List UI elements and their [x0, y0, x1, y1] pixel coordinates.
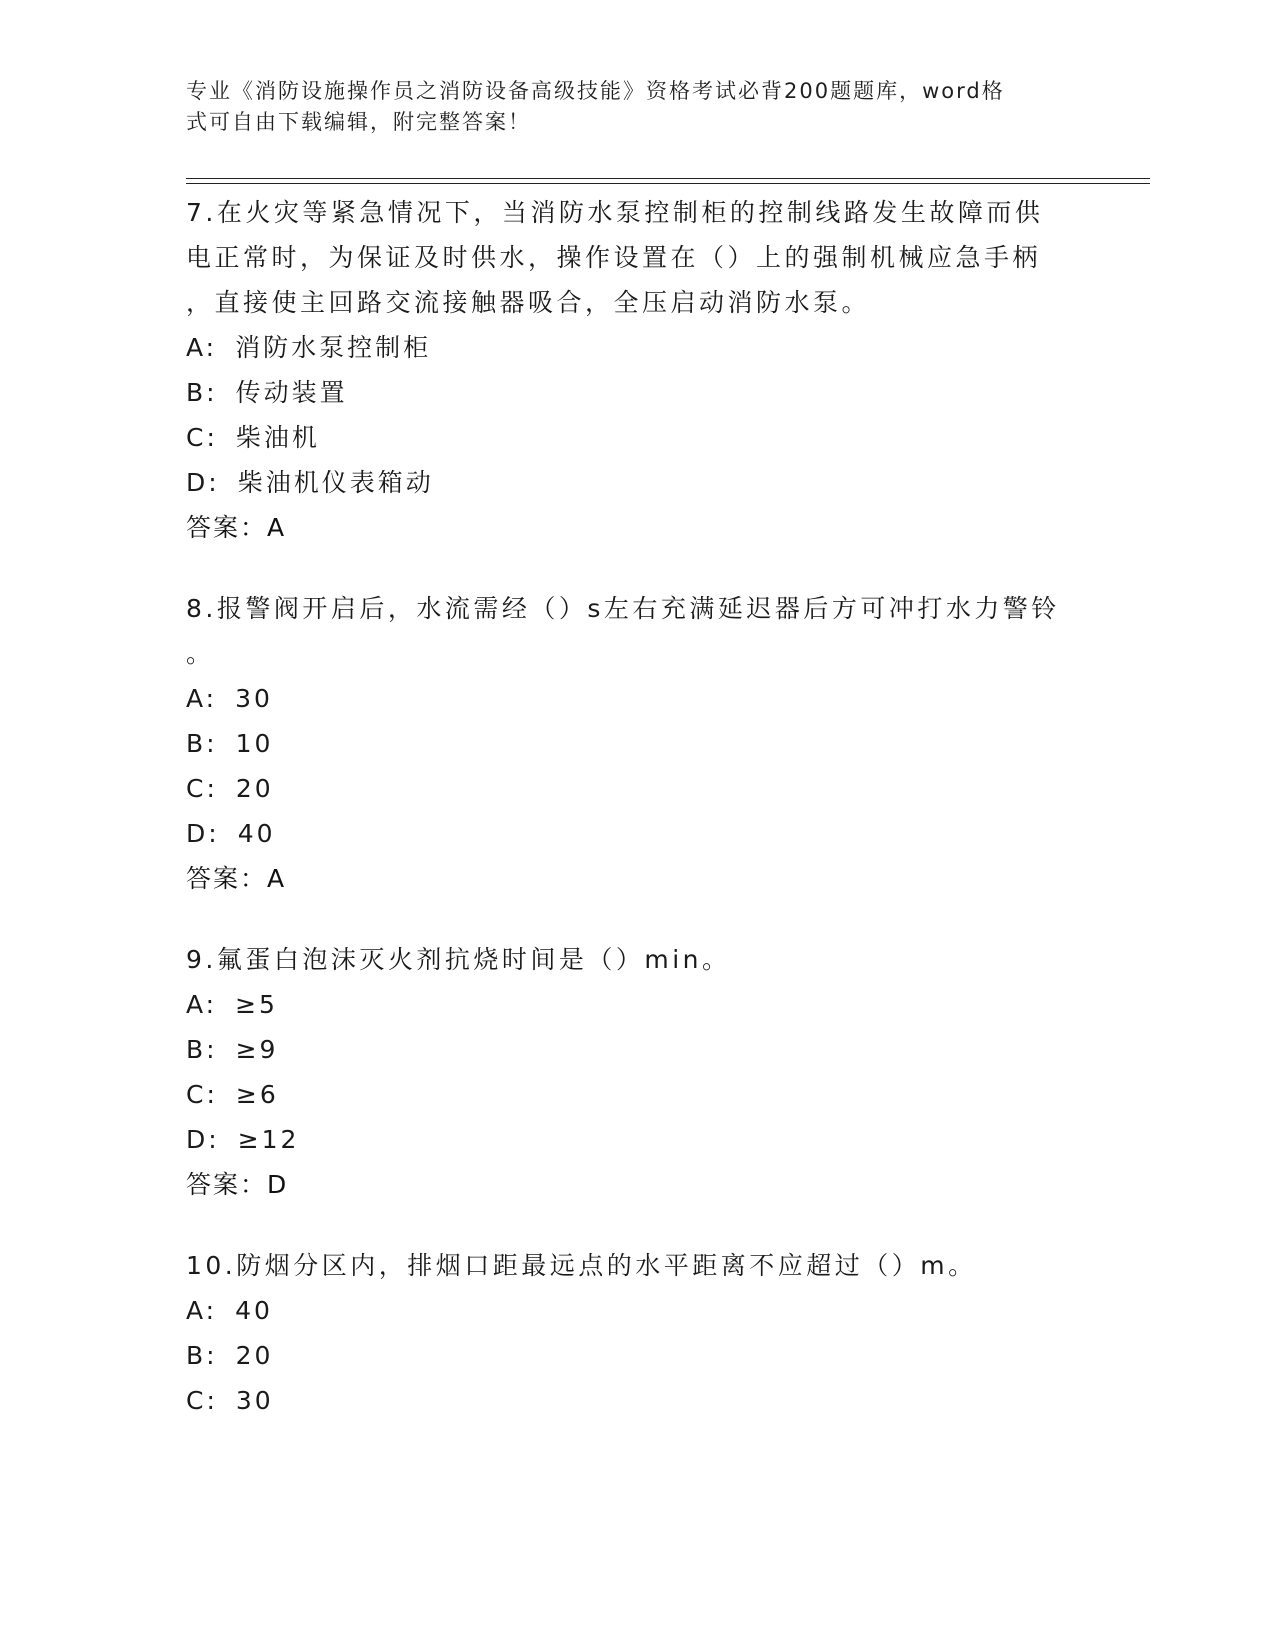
answer-option [186, 1333, 1086, 1378]
answer-option [186, 766, 1086, 811]
option-text: 传动装置 [235, 378, 348, 407]
option-letter: B: [186, 1341, 218, 1370]
header-divider-top [186, 178, 1150, 179]
answer-option [186, 325, 1086, 370]
answer-option [186, 1072, 1086, 1117]
question-stem-line: 8.报警阀开启后，水流需经（）s左右充满延迟器后方可冲打水力警铃 [186, 594, 1060, 623]
header-line-2: 式可自由下载编辑，附完整答案！ [186, 110, 531, 134]
option-letter: B: [186, 729, 218, 758]
question-stem-line: 电正常时，为保证及时供水，操作设置在（）上的强制机械应急手柄 [186, 243, 1042, 272]
header-line-1: 专业《消防设施操作员之消防设备高级技能》资格考试必背200题题库，word格 [186, 79, 1005, 103]
option-text: 柴油机仪表箱动 [237, 468, 434, 497]
option-text: 消防水泵控制柜 [235, 333, 432, 362]
option-text: ≥5 [235, 990, 278, 1019]
option-text: ≥12 [237, 1125, 300, 1154]
option-letter: D: [186, 468, 220, 497]
header-divider-bottom [186, 183, 1150, 184]
question-block [186, 1243, 1086, 1423]
option-text: 20 [235, 1341, 274, 1370]
answer-option [186, 676, 1086, 721]
answer-option [186, 370, 1086, 415]
option-text: 10 [235, 729, 274, 758]
question-block [186, 586, 1086, 901]
option-letter: D: [186, 819, 220, 848]
option-letter: C: [186, 774, 218, 803]
answer-key: 答案：A [186, 513, 287, 542]
answer-option [186, 460, 1086, 505]
question-block [186, 190, 1086, 550]
question-list [186, 190, 1086, 1459]
option-text: ≥6 [235, 1080, 279, 1109]
option-letter: A: [186, 684, 218, 713]
question-stem-line: ，直接使主回路交流接触器吸合，全压启动消防水泵。 [186, 288, 871, 317]
option-text: 40 [237, 819, 276, 848]
option-letter: C: [186, 1080, 218, 1109]
question-block [186, 937, 1086, 1207]
option-text: 20 [235, 774, 274, 803]
option-letter: B: [186, 378, 218, 407]
question-stem-line: 7.在火灾等紧急情况下，当消防水泵控制柜的控制线路发生故障而供 [186, 198, 1044, 227]
option-text: 30 [235, 684, 273, 713]
answer-option [186, 811, 1086, 856]
answer-option [186, 982, 1086, 1027]
option-letter: A: [186, 333, 218, 362]
answer-key: 答案：D [186, 1170, 289, 1199]
question-stem-line: 。 [186, 639, 215, 668]
option-text: 40 [235, 1296, 273, 1325]
answer-option [186, 415, 1086, 460]
option-letter: A: [186, 990, 218, 1019]
option-text: 30 [235, 1386, 274, 1415]
option-text: 柴油机 [235, 423, 320, 452]
option-letter: D: [186, 1125, 220, 1154]
answer-option [186, 1378, 1086, 1423]
answer-option [186, 1117, 1086, 1162]
answer-key: 答案：A [186, 864, 287, 893]
option-letter: C: [186, 423, 218, 452]
question-stem-line: 9.氟蛋白泡沫灭火剂抗烧时间是（）min。 [186, 945, 731, 974]
answer-option [186, 1027, 1086, 1072]
option-letter: A: [186, 1296, 218, 1325]
answer-option [186, 1288, 1086, 1333]
option-letter: B: [186, 1035, 218, 1064]
option-letter: C: [186, 1386, 218, 1415]
document-header [186, 76, 1066, 138]
question-stem-line: 10.防烟分区内，排烟口距最远点的水平距离不应超过（）m。 [186, 1251, 977, 1280]
option-text: ≥9 [235, 1035, 279, 1064]
answer-option [186, 721, 1086, 766]
